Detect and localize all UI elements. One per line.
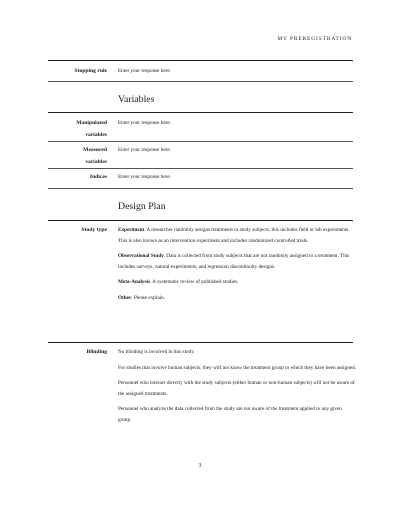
- stopping-rule-label: Stopping rule: [74, 68, 107, 74]
- row-rule: [48, 188, 353, 189]
- page-number: 3: [198, 463, 202, 469]
- blinding-option[interactable]: Personnel who interact directly with the study subjects (either human or non-human subjects) will not be aware of the assigned treatments.: [118, 380, 355, 397]
- measured-variables-label: Measured variables: [83, 147, 107, 165]
- indices-label: Indices: [89, 174, 107, 180]
- section-rule: [48, 220, 353, 221]
- manipulated-variables-response[interactable]: Enter your response here.: [118, 120, 172, 126]
- study-type-option[interactable]: Experiment. A researcher randomly assigns treatments to study subjects, this includes field or lab experiments. This is also known as an intervention experiment and includes randomized controlled trials.: [118, 227, 350, 244]
- blinding-option[interactable]: No blinding is involved in this study.: [118, 349, 195, 355]
- measured-variables-response[interactable]: Enter your response here.: [118, 147, 172, 153]
- row-rule: [48, 81, 353, 82]
- blinding-label: Blinding: [86, 349, 107, 355]
- study-type-option[interactable]: Observational Study. Data is collected from study subjects that are not randomly assigned to a treatment. This includes surveys, natural experiments, and regression discontinuity designs.: [118, 253, 350, 270]
- row-rule: [48, 141, 353, 142]
- study-type-option[interactable]: Meta-Analysis. A systematic review of published studies.: [118, 279, 239, 286]
- variables-heading: Variables: [118, 94, 155, 105]
- study-type-option[interactable]: Other. Please explain.: [118, 294, 165, 301]
- manipulated-variables-label: Manipulated variables: [76, 120, 107, 138]
- row-rule: [48, 168, 353, 169]
- indices-response[interactable]: Enter your response here.: [118, 174, 172, 180]
- study-type-options: [118, 225, 356, 309]
- study-type-label: Study type: [81, 227, 107, 233]
- running-header: MY PREREGISTRATION: [277, 36, 352, 42]
- design-plan-heading: Design Plan: [118, 201, 166, 212]
- section-rule: [48, 342, 353, 343]
- blinding-option[interactable]: For studies that involve human subjects, they will not know the treatment group to which they have been assigned.: [118, 364, 357, 371]
- blinding-option[interactable]: Personnel who analyze the data collected from the study are not aware of the treatment applied to any given group.: [118, 406, 342, 423]
- stopping-rule-response[interactable]: Enter your response here.: [118, 68, 172, 74]
- section-rule: [48, 112, 353, 113]
- blinding-options: [118, 347, 356, 431]
- section-rule: [48, 60, 353, 61]
